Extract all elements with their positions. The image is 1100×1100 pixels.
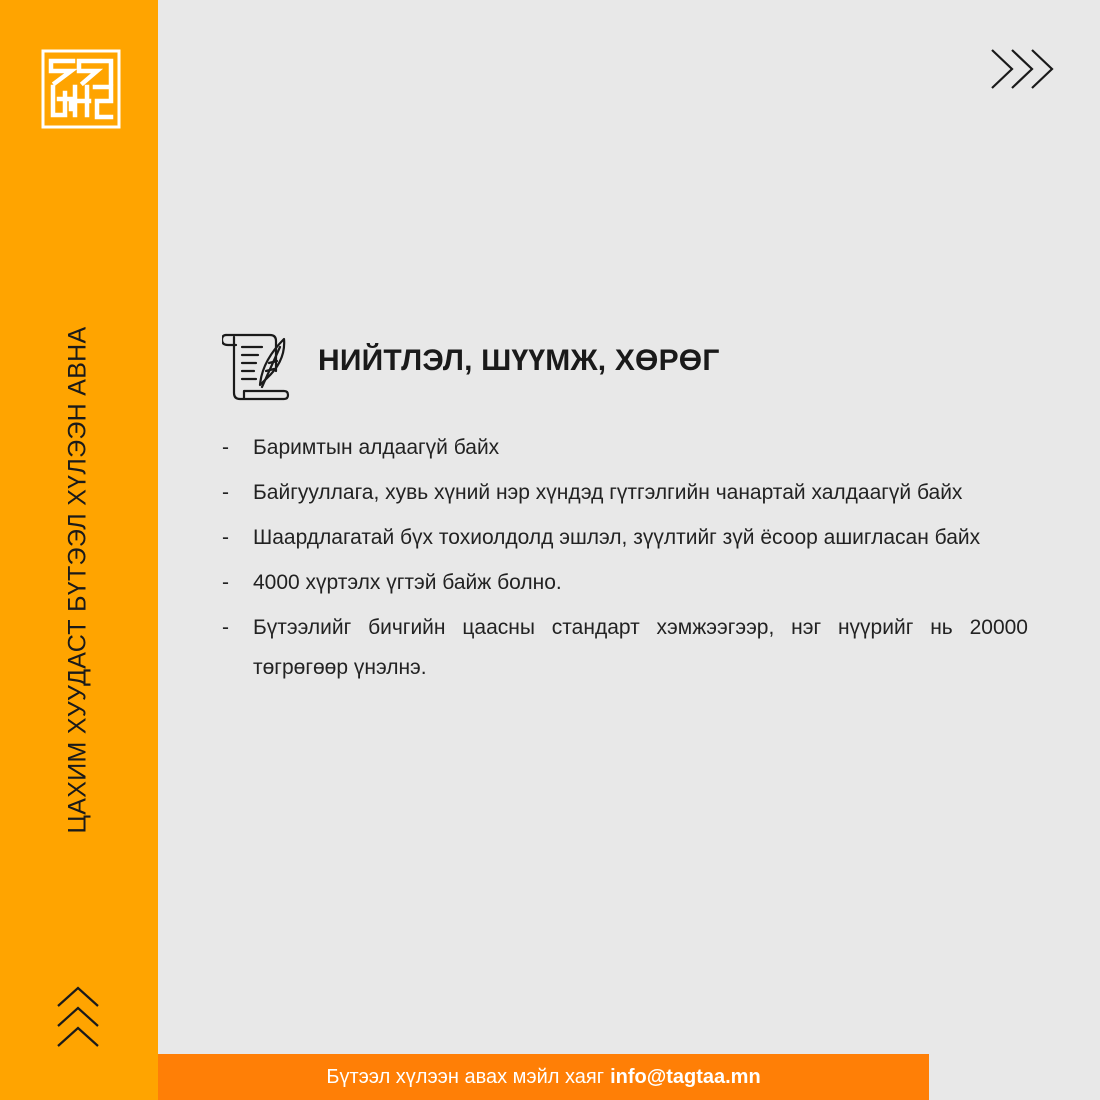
list-item-text: Бүтээлийг бичгийн цаасны стандарт хэмжээгээр, нэг нүүрийг нь 20000 төгрөгөөр үнэлнэ.	[253, 616, 1028, 679]
list-item-text: Шаардлагатай бүх тохиолдолд эшлэл, зүүлтийг зүй ёсоор ашигласан байх	[253, 526, 981, 549]
list-item	[222, 563, 1028, 603]
sidebar	[0, 0, 158, 1100]
footer-bar	[158, 1054, 929, 1100]
list-item	[222, 608, 1028, 688]
list-item-text: Баримтын алдаагүй байх	[253, 436, 500, 459]
list-item-text: 4000 хүртэлх үгтэй байж болно.	[253, 571, 562, 594]
list-dash: -	[222, 526, 229, 549]
footer-email-link[interactable]: info@tagtaa.mn	[610, 1065, 761, 1088]
list-dash: -	[222, 481, 229, 504]
footer-label: Бүтээл хүлээн авах мэйл хаяг	[326, 1065, 605, 1088]
tagtaa-logo-icon	[41, 49, 121, 129]
list-dash: -	[222, 616, 229, 639]
list-item	[222, 473, 1028, 513]
chevrons-right-icon	[988, 48, 1056, 90]
list-dash: -	[222, 436, 229, 459]
list-item	[222, 518, 1028, 558]
list-item	[222, 428, 1028, 468]
criteria-list	[222, 428, 1028, 693]
list-item-text: Байгууллага, хувь хүний нэр хүндэд гүтгэлгийн чанартай халдаагүй байх	[253, 481, 963, 504]
chevrons-up-icon	[56, 984, 100, 1050]
scroll-quill-icon	[222, 331, 292, 403]
section-title: НИЙТЛЭЛ, ШҮҮМЖ, ХӨРӨГ	[318, 344, 720, 377]
sidebar-vertical-text: ЦАХИМ ХУУДАСТ БҮТЭЭЛ ХҮЛЭЭН АВНА	[63, 326, 92, 834]
list-dash: -	[222, 571, 229, 594]
